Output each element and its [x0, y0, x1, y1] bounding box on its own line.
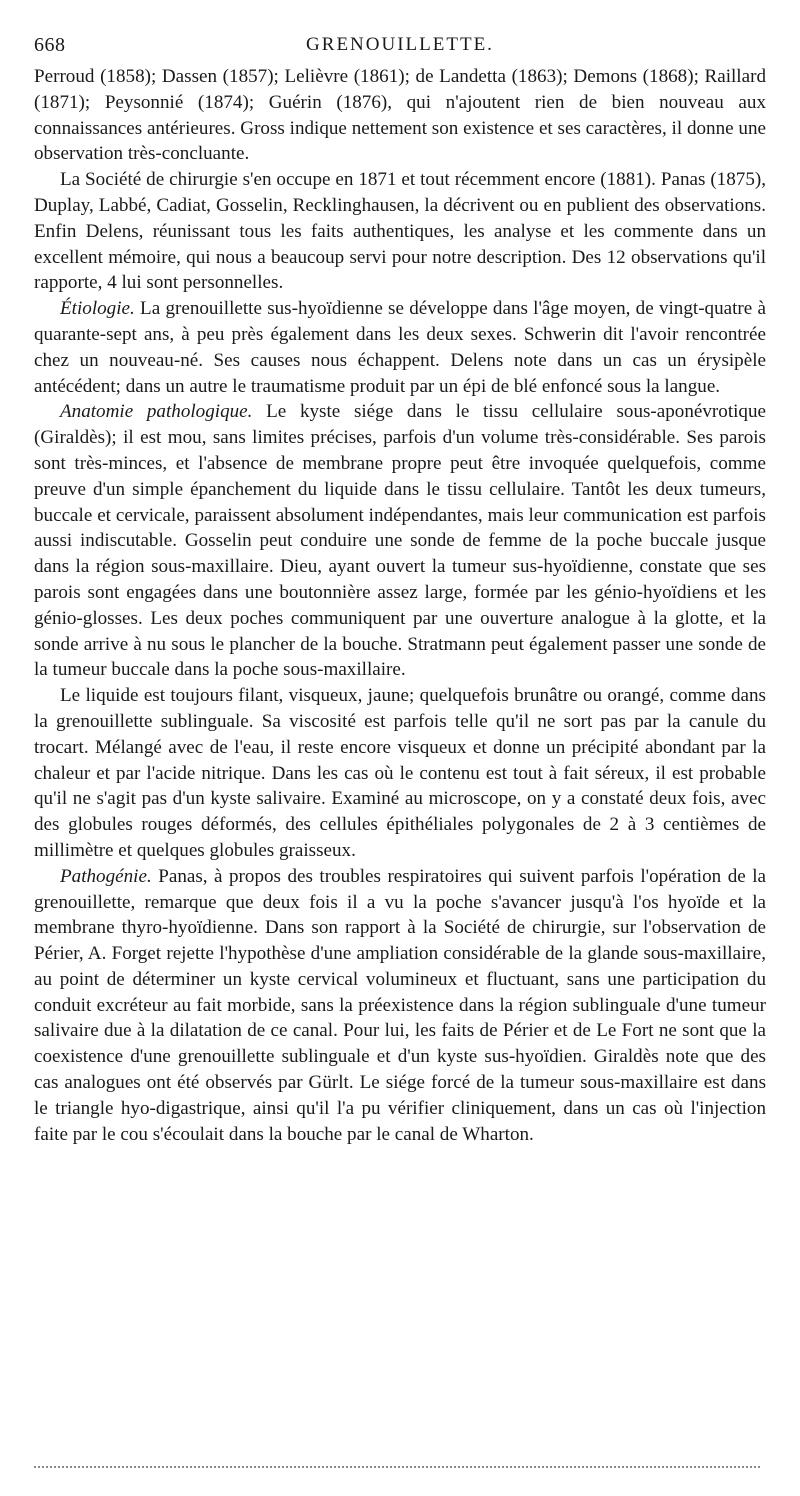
paragraph-text: Perroud (1858); Dassen (1857); Lelièvre (1861); de Landetta (1863); Demons (1868); Raillard (1871); Peysonnié (1874); Guérin (1876), qui n'ajoutent rien de bien nouveau aux connaissances antérieures. Gross indique nettement son existence et ses caractères, il donne une observation très-concluante. [34, 66, 766, 165]
paragraph-pathogenie [34, 864, 766, 1148]
paragraph-text: La grenouillette sus-hyoïdienne se développe dans l'âge moyen, de vingt-quatre à quarante-sept ans, à peu près également dans les deux sexes. Schwerin dit l'avoir rencontrée chez un nouveau-né. Ses causes nous échappent. Delens note dans un cas un érysipèle antécédent; dans un autre le traumatisme produit par un épi de blé enfoncé sous la langue. [34, 298, 766, 397]
document-page [34, 30, 766, 1147]
paragraph-liquide [34, 683, 766, 864]
paragraph-etiologie [34, 296, 766, 399]
paragraph-text: Le kyste siége dans le tissu cellulaire sous-aponévrotique (Giraldès); il est mou, sans limites précises, parfois d'un volume très-considérable. Ses parois sont très-minces, et l'absence de membrane propre peut être invoquée quelquefois, comme preuve d'un simple épanchement du liquide dans le tissu cellulaire. Tantôt les deux tumeurs, buccale et cervicale, paraissent absolument indépendantes, mais leur communication est parfois aussi indiscutable. Gosselin peut conduire une sonde de femme de la poche buccale jusque dans la région sous-maxillaire. Dieu, ayant ouvert la tumeur sus-hyoïdienne, constate que ses parois sont engagées dans une boutonnière assez large, formée par les génio-hyoïdiens et les génio-glosses. Les deux poches communiquent par une ouverture analogue à la glotte, et la sonde arrive à nu sous le plancher de la bouche. Stratmann peut également passer une sonde de la tumeur buccale dans la poche sous-maxillaire. [34, 401, 766, 681]
section-heading-etiologie: Étiologie. [60, 298, 135, 320]
running-title: GRENOUILLETTE. [306, 34, 494, 55]
page-header [34, 30, 766, 60]
paragraph-history [34, 167, 766, 296]
section-heading-anatomie-pathologique: Anatomie pathologique. [60, 401, 253, 423]
paragraph-text: Panas, à propos des troubles respiratoires qui suivent parfois l'opération de la grenouillette, remarque que deux fois il a vu la poche s'avancer jusqu'à l'os hyoïde et la membrane thyro-hyoïdienne. Dans son rapport à la Société de chirurgie, sur l'observation de Périer, A. Forget rejette l'hypothèse d'une ampliation considérable de la glande sous-maxillaire, au point de déterminer un kyste cervical volumineux et fluctuant, sans une participation du conduit excréteur au fait morbide, sans la préexistence dans la région sublinguale d'une tumeur salivaire due à la dilatation de ce canal. Pour lui, les faits de Périer et de Le Fort ne sont que la coexistence d'une grenouillette sublinguale et d'un kyste sus-hyoïdien. Giraldès note que des cas analogues ont été observés par Gürlt. Le siége forcé de la tumeur sous-maxillaire est dans le triangle hyo-digastrique, ainsi qu'il l'a pu vérifier cliniquement, dans un cas où l'injection faite par le cou s'écoulait dans la bouche par le canal de Wharton. [34, 865, 766, 1145]
paragraph-anatomie-pathologique [34, 399, 766, 683]
page-number: 668 [34, 34, 66, 56]
body-text [34, 64, 766, 1147]
footer-rule [34, 1466, 760, 1468]
paragraph-text: Le liquide est toujours filant, visqueux, jaune; quelquefois brunâtre ou orangé, comme dans la grenouillette sublinguale. Sa viscosité est parfois telle qu'il ne sort pas par la canule du trocart. Mélangé avec de l'eau, il reste encore visqueux et donne un précipité abondant par la chaleur et par l'acide nitrique. Dans les cas où le contenu est tout à fait séreux, il est probable qu'il ne s'agit pas d'un kyste salivaire. Examiné au microscope, on y a constaté deux fois, avec des globules rouges déformés, des cellules épithéliales polygonales de 2 à 3 centièmes de millimètre et quelques globules graisseux. [34, 685, 766, 861]
paragraph-bibliography [34, 64, 766, 167]
paragraph-text: La Société de chirurgie s'en occupe en 1871 et tout récemment encore (1881). Panas (1875), Duplay, Labbé, Cadiat, Gosselin, Recklinghausen, la décrivent ou en publient des observations. Enfin Delens, réunissant tous les faits authentiques, les analyse et les commente dans un excellent mémoire, qui nous a beaucoup servi pour notre description. Des 12 observations qu'il rapporte, 4 lui sont personnelles. [34, 169, 766, 294]
section-heading-pathogenie: Pathogénie. [60, 865, 152, 887]
